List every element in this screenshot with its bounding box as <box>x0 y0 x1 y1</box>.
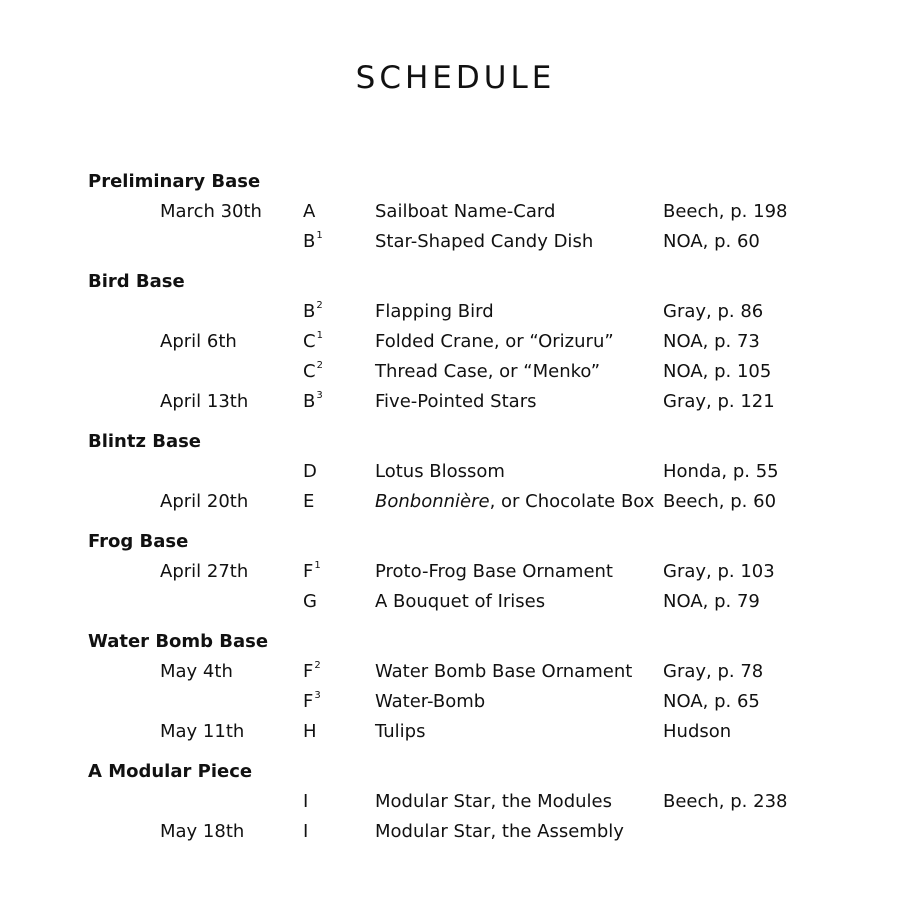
row-date: April 13th <box>160 391 249 412</box>
code-superscript: 2 <box>316 360 323 371</box>
row-item: Water Bomb Base Ornament <box>375 661 633 682</box>
section-blintz-base <box>88 427 888 517</box>
row-code <box>303 357 323 387</box>
row-reference: Gray, p. 121 <box>663 391 775 412</box>
code-letter: C <box>303 331 316 352</box>
section-frog-base <box>88 527 888 617</box>
code-letter: C <box>303 361 316 382</box>
code-letter: A <box>303 201 316 222</box>
schedule-row <box>88 787 888 817</box>
row-code <box>303 457 318 487</box>
row-item: A Bouquet of Irises <box>375 591 546 612</box>
section-heading: Bird Base <box>88 271 185 292</box>
section-heading: Blintz Base <box>88 431 202 452</box>
code-superscript: 3 <box>316 390 323 401</box>
code-letter: G <box>303 591 317 612</box>
code-superscript: 1 <box>314 560 321 571</box>
row-reference: Beech, p. 198 <box>663 201 788 222</box>
row-code <box>303 687 321 717</box>
row-reference: NOA, p. 65 <box>663 691 760 712</box>
row-code <box>303 327 323 357</box>
row-reference: NOA, p. 73 <box>663 331 760 352</box>
code-superscript: 3 <box>314 690 321 701</box>
row-item: Modular Star, the Assembly <box>375 821 624 842</box>
code-letter: E <box>303 491 315 512</box>
code-letter: F <box>303 561 314 582</box>
code-letter: B <box>303 231 316 252</box>
row-reference: Gray, p. 103 <box>663 561 775 582</box>
row-date: April 27th <box>160 561 249 582</box>
row-item: Tulips <box>375 721 426 742</box>
row-date: May 11th <box>160 721 245 742</box>
row-item: Proto-Frog Base Ornament <box>375 561 613 582</box>
row-date: May 4th <box>160 661 233 682</box>
code-letter: I <box>303 791 309 812</box>
row-code <box>303 557 321 587</box>
row-item: Thread Case, or “Menko” <box>375 361 601 382</box>
row-item: Sailboat Name-Card <box>375 201 556 222</box>
schedule-row <box>88 357 888 387</box>
page-title: SCHEDULE <box>355 60 556 96</box>
row-reference: NOA, p. 60 <box>663 231 760 252</box>
schedule-row <box>88 457 888 487</box>
schedule-row <box>88 687 888 717</box>
schedule-row <box>88 297 888 327</box>
code-letter: I <box>303 821 309 842</box>
row-code <box>303 717 318 747</box>
section-heading: A Modular Piece <box>88 761 253 782</box>
code-superscript: 1 <box>316 230 323 241</box>
code-letter: F <box>303 691 314 712</box>
row-code <box>303 197 316 227</box>
row-reference: Beech, p. 60 <box>663 491 777 512</box>
row-code <box>303 587 318 617</box>
row-reference: Honda, p. 55 <box>663 461 779 482</box>
row-date: March 30th <box>160 201 262 222</box>
row-code <box>303 297 323 327</box>
schedule-row <box>88 197 888 227</box>
row-item: Flapping Bird <box>375 301 494 322</box>
schedule-list <box>88 167 888 847</box>
code-letter: H <box>303 721 317 742</box>
row-date: April 6th <box>160 331 237 352</box>
schedule-row <box>88 227 888 257</box>
row-item <box>375 487 654 517</box>
code-letter: F <box>303 661 314 682</box>
row-code <box>303 817 309 847</box>
schedule-row <box>88 327 888 357</box>
code-letter: B <box>303 391 316 412</box>
section-heading: Preliminary Base <box>88 171 261 192</box>
section-modular-piece <box>88 757 888 847</box>
schedule-row <box>88 487 888 517</box>
row-reference: Gray, p. 86 <box>663 301 764 322</box>
row-item: Water-Bomb <box>375 691 486 712</box>
code-superscript: 1 <box>316 330 323 341</box>
row-item-rest: , or Chocolate Box <box>489 491 655 512</box>
row-code <box>303 487 315 517</box>
row-item: Modular Star, the Modules <box>375 791 612 812</box>
row-reference: NOA, p. 79 <box>663 591 760 612</box>
row-code <box>303 657 321 687</box>
section-water-bomb-base <box>88 627 888 747</box>
row-reference: Hudson <box>663 721 732 742</box>
row-reference: Beech, p. 238 <box>663 791 788 812</box>
row-item: Star-Shaped Candy Dish <box>375 231 594 252</box>
section-heading: Water Bomb Base <box>88 631 269 652</box>
row-date: April 20th <box>160 491 249 512</box>
schedule-row <box>88 817 888 847</box>
row-item: Folded Crane, or “Orizuru” <box>375 331 614 352</box>
section-heading: Frog Base <box>88 531 189 552</box>
row-code <box>303 787 309 817</box>
schedule-row <box>88 587 888 617</box>
section-preliminary-base <box>88 167 888 257</box>
schedule-row <box>88 387 888 417</box>
section-bird-base <box>88 267 888 417</box>
row-item: Lotus Blossom <box>375 461 505 482</box>
row-item-italic: Bonbonnière <box>375 491 490 512</box>
row-reference: NOA, p. 105 <box>663 361 772 382</box>
code-superscript: 2 <box>314 660 321 671</box>
row-code <box>303 227 323 257</box>
row-code <box>303 387 323 417</box>
row-reference: Gray, p. 78 <box>663 661 764 682</box>
schedule-row <box>88 717 888 747</box>
row-item: Five-Pointed Stars <box>375 391 537 412</box>
schedule-row <box>88 557 888 587</box>
code-letter: D <box>303 461 317 482</box>
code-letter: B <box>303 301 316 322</box>
row-date: May 18th <box>160 821 245 842</box>
code-superscript: 2 <box>316 300 323 311</box>
schedule-row <box>88 657 888 687</box>
